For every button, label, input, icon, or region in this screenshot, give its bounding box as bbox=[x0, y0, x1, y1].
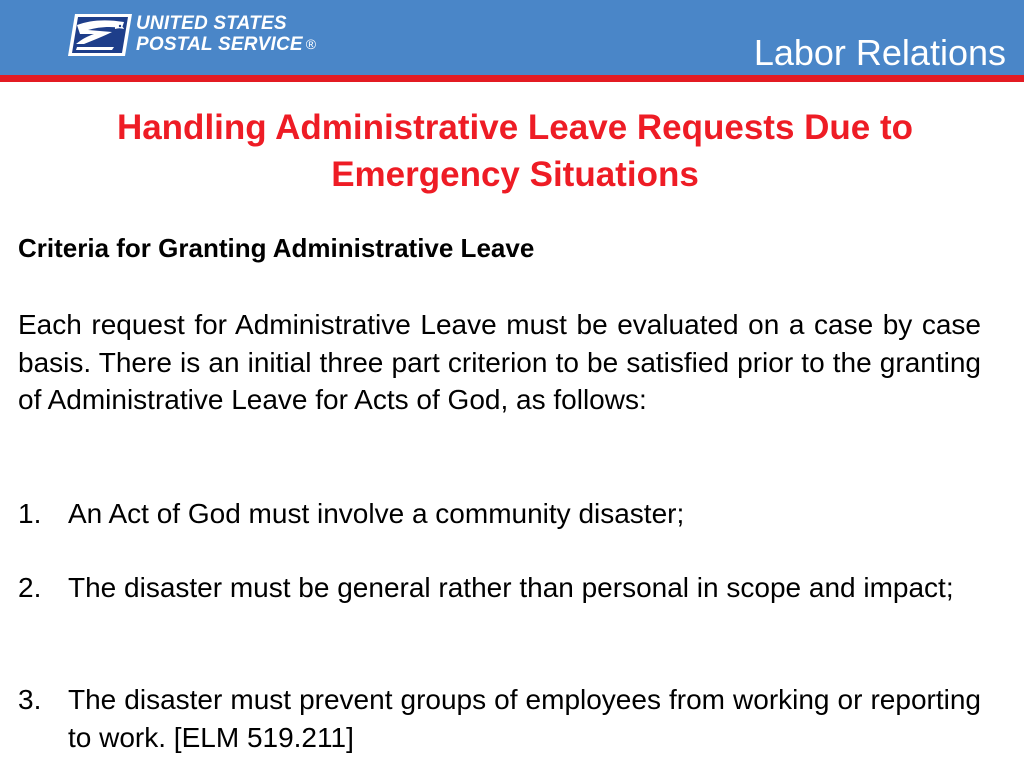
registered-mark: ® bbox=[305, 36, 317, 52]
page-title bbox=[20, 104, 1010, 198]
header-stripe bbox=[0, 75, 1024, 82]
eagle-icon bbox=[68, 14, 132, 56]
section-name: Labor Relations bbox=[753, 32, 1006, 73]
item-number: 3. bbox=[18, 684, 42, 715]
logo-line-2 bbox=[136, 34, 316, 55]
title-line-2: Emergency Situations bbox=[331, 155, 699, 194]
intro-paragraph: Each request for Administrative Leave must be evaluated on a case by case basis. There is an initial three part criterion to be satisfied prior to the granting of Administrative Leave for Acts of God, as follows: bbox=[18, 309, 981, 415]
item-text: The disaster must prevent groups of employees from working or reporting to work. [ELM 519.211] bbox=[68, 684, 981, 753]
header-banner bbox=[0, 0, 1024, 75]
section-subheading: Criteria for Granting Administrative Leave bbox=[18, 233, 535, 263]
criteria-item-3 bbox=[18, 681, 981, 756]
usps-logo bbox=[68, 13, 318, 59]
item-text: An Act of God must involve a community disaster; bbox=[68, 498, 685, 529]
criteria-item-1 bbox=[18, 495, 981, 533]
criteria-item-2 bbox=[18, 569, 981, 607]
item-number: 1. bbox=[18, 498, 42, 529]
logo-wordmark bbox=[136, 13, 316, 55]
logo-line-1: UNITED STATES bbox=[136, 13, 287, 34]
title-line-1: Handling Administrative Leave Requests Due to bbox=[116, 108, 914, 147]
logo-line-2-text: POSTAL SERVICE bbox=[136, 34, 303, 55]
item-text: The disaster must be general rather than personal in scope and impact; bbox=[68, 572, 954, 603]
item-number: 2. bbox=[18, 572, 42, 603]
